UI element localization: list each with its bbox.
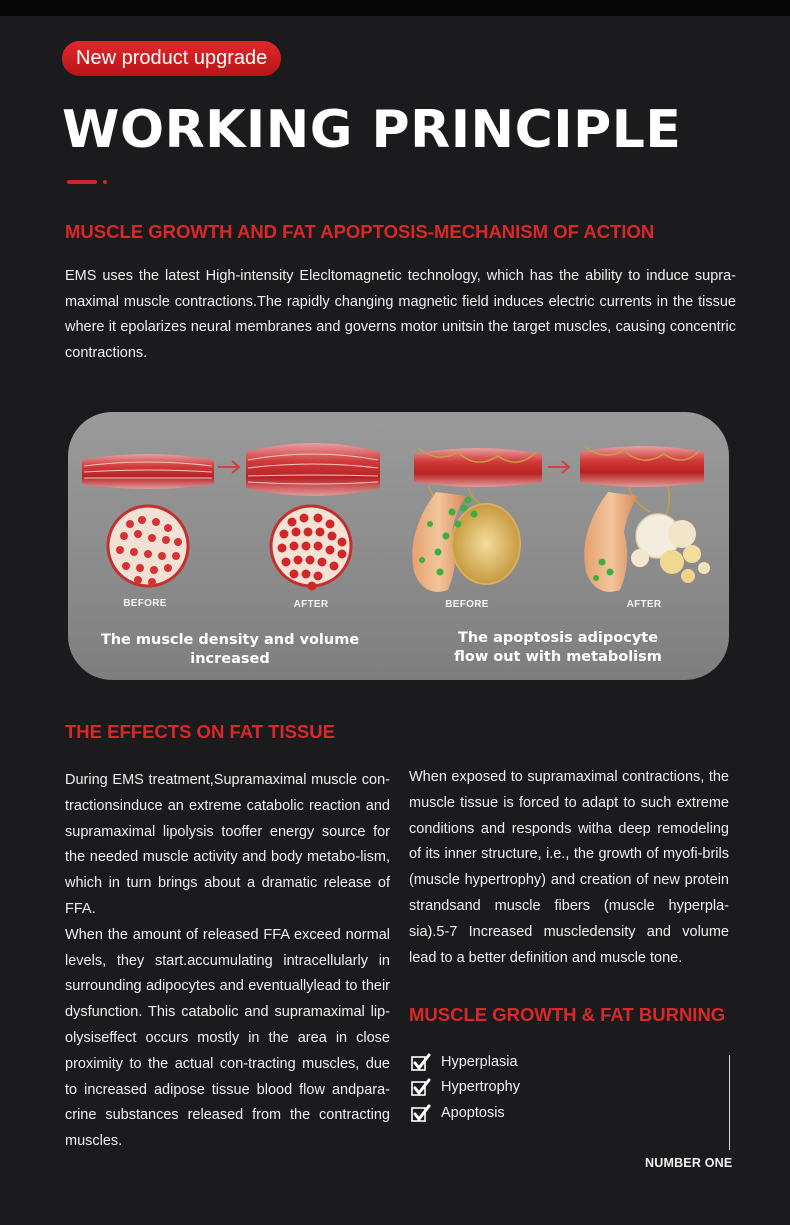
- fat-tissue-heading: THE EFFECTS ON FAT TISSUE: [65, 721, 335, 742]
- title-underline: [67, 180, 97, 184]
- checklist-label: Hypertrophy: [441, 1079, 520, 1096]
- page-title: WORKING PRINCIPLE: [62, 100, 682, 160]
- mechanism-illustration: [68, 412, 729, 680]
- fat-cells-after: [631, 514, 710, 583]
- footer-tag: NUMBER ONE: [645, 1156, 733, 1170]
- fat-tissue-paragraph-2: When the amount of released FFA exceed normal levels, they start.accumulating intracellularly in surrounding adipocytes and eventuallylead to their dysfunction. This catabolic and supramaximal lip-olysiseffect occurs mostly in the area in close proximity to the actual con-tracting muscles, due to increased adipose tissue blood flow andpara-crine substances released from the contracting muscles.: [65, 926, 390, 1150]
- caption-muscle-density: The muscle density and volume increased: [100, 632, 360, 667]
- checklist-label: Apoptosis: [441, 1104, 505, 1121]
- label-after-1: AFTER: [293, 599, 329, 610]
- benefit-checklist: [411, 1049, 520, 1126]
- top-bar: [0, 0, 790, 16]
- fat-tissue-left-column: [65, 768, 390, 1155]
- mechanism-heading: MUSCLE GROWTH AND FAT APOPTOSIS-MECHANISM OF ACTION: [65, 221, 655, 242]
- checkbox-checked-icon: [411, 1078, 429, 1096]
- caption-apoptosis: [438, 629, 678, 667]
- caption-apoptosis-line2: flow out with metabolism: [454, 649, 662, 665]
- fat-tissue-right-paragraph: When exposed to supramaximal contractions, the muscle tissue is forced to adapt to such extreme conditions and responds witha deep remodeling of its inner structure, i.e., the growth of myofi-brils (muscle hypertrophy) and creation of new protein strandsand muscle fibers (muscle hyperpla-sia).5-7 Increased muscledensity and volume lead to a better definition and muscle tone.: [409, 769, 729, 966]
- new-product-badge: New product upgrade: [62, 41, 281, 76]
- checkbox-checked-icon: [411, 1104, 429, 1122]
- muscle-before-1: [82, 454, 214, 489]
- title-underline-dot: [103, 180, 107, 184]
- label-before-1: BEFORE: [123, 598, 167, 609]
- vertical-divider: [729, 1055, 730, 1150]
- list-item: [411, 1049, 520, 1075]
- checkbox-checked-icon: [411, 1053, 429, 1071]
- list-item: [411, 1100, 520, 1126]
- vessel-after: [584, 492, 638, 592]
- caption-apoptosis-line1: The apoptosis adipocyte: [457, 630, 659, 646]
- tissue-after: [271, 506, 351, 591]
- label-after-2: AFTER: [626, 599, 662, 610]
- list-item: [411, 1075, 520, 1101]
- growth-burning-heading: MUSCLE GROWTH & FAT BURNING: [409, 1004, 726, 1025]
- label-before-2: BEFORE: [445, 599, 489, 610]
- fat-tissue-paragraph-1: During EMS treatment,Supramaximal muscle con-tractionsinduce an extreme catabolic reaction and supramaximal lipolysis tooffer energy source for the needed muscle activity and body metabo-lism, which in turn brings about a dramatic release of FFA.: [65, 772, 390, 917]
- checklist-label: Hyperplasia: [441, 1053, 518, 1070]
- tissue-before: [108, 506, 188, 586]
- muscle-after-1: [246, 443, 380, 496]
- mechanism-paragraph: EMS uses the latest High-intensity Elecltomagnetic technology, which has the ability to induce supra-maximal muscle contractions.The rapidly changing magnetic field induces electric currents in the tissue where it epolarizes neural membranes and governs motor unitsin the target muscles, causing concentric contractions.: [65, 268, 736, 362]
